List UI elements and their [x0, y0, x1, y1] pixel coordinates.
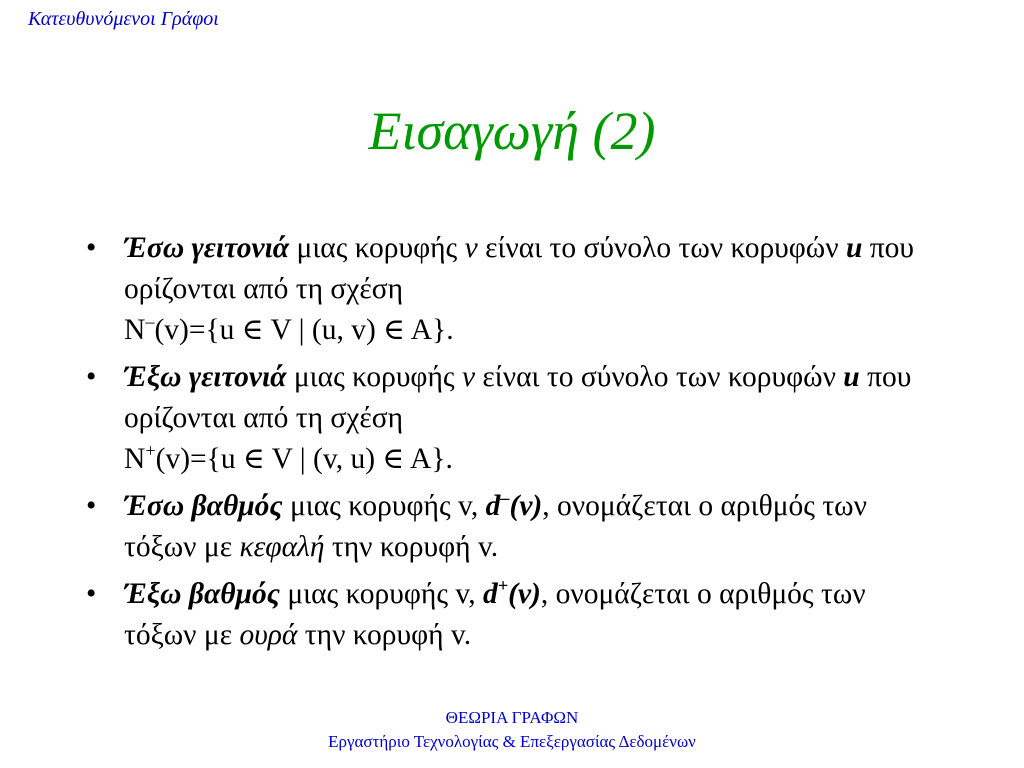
- term: Έξω γειτονιά: [124, 361, 287, 393]
- emphasis: ουρά: [239, 619, 298, 651]
- text: την κορυφή v.: [297, 619, 472, 651]
- text: που ορίζονται από τη σχέση: [124, 232, 914, 305]
- footer-subtitle: Εργαστήριο Τεχνολογίας & Επεξεργασίας Δεδομένων: [328, 732, 696, 751]
- bullet-list: [86, 228, 926, 662]
- variable: v: [461, 361, 476, 393]
- formula: N+(v)={u ∈ V | (v, u) ∈ A}.: [124, 440, 453, 475]
- variable: u: [845, 232, 863, 264]
- text: , ονομάζεται ο αριθμός των τόξων με: [124, 578, 866, 651]
- bullet-item-out-degree: [86, 574, 926, 656]
- term: Έσω γειτονιά: [124, 232, 290, 264]
- text: , ονομάζεται ο αριθμός των τόξων με: [124, 490, 867, 563]
- slide-title: Εισαγωγή (2): [368, 101, 656, 161]
- header-label: Κατευθυνόμενοι Γράφοι: [28, 8, 219, 30]
- variable: v: [464, 232, 478, 264]
- formula: N–(v)={u ∈ V | (u, v) ∈ A}.: [124, 311, 454, 346]
- bullet-item-in-neighborhood: [86, 228, 926, 351]
- bullet-dot-icon: •: [86, 232, 97, 264]
- footer-title: ΘΕΩΡΙΑ ΓΡΑΦΩΝ: [445, 708, 579, 727]
- bullet-dot-icon: •: [86, 490, 97, 522]
- degree-symbol: d–(v): [485, 487, 543, 522]
- term: Έξω βαθμός: [124, 578, 280, 610]
- variable: u: [843, 361, 860, 393]
- emphasis: κεφαλή: [239, 531, 325, 563]
- footer: [0, 706, 1024, 754]
- term: Έσω βαθμός: [124, 490, 283, 522]
- bullet-item-in-degree: [86, 486, 926, 568]
- text: είναι το σύνολο των κορυφών: [475, 361, 844, 393]
- text: την κορυφή v.: [324, 531, 499, 563]
- text: είναι το σύνολο των κορυφών: [477, 232, 846, 264]
- text: που ορίζονται από τη σχέση: [124, 361, 912, 434]
- bullet-dot-icon: •: [86, 361, 97, 393]
- bullet-item-out-neighborhood: [86, 357, 926, 480]
- text: μιας κορυφής v,: [279, 578, 483, 610]
- text: μιας κορυφής: [286, 361, 462, 393]
- bullet-dot-icon: •: [86, 578, 97, 610]
- degree-symbol: d+(v): [482, 575, 541, 610]
- text: μιας κορυφής v,: [282, 490, 486, 522]
- text: μιας κορυφής: [289, 232, 465, 264]
